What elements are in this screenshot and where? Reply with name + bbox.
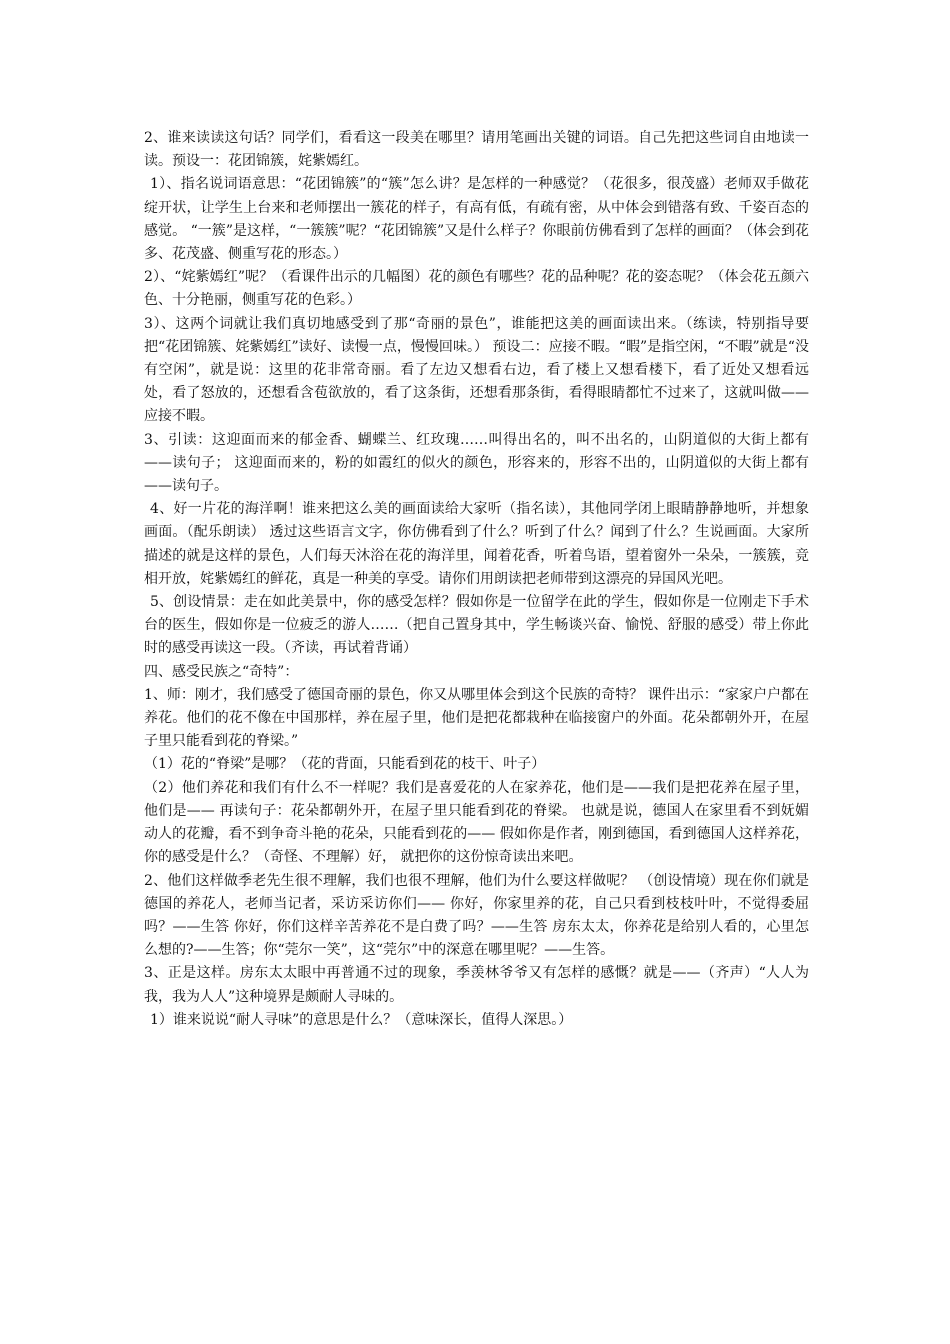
paragraph-flower-spine: （1）花的“脊梁”是哪？（花的背面，只能看到花的枝干、叶子） (144, 756, 546, 773)
document-body (144, 127, 809, 1032)
paragraph-3-guided-reading: 3、引读：这迎面而来的郁金香、蝴蝶兰、红玫瑰……叫得出名的，叫不出名的，山阴道似的大街上都有——读句子； 这迎面而来的，粉的如霞红的似火的颜色，形容来的，形容不出的，山阴道似的大街上都有——读句子。 (144, 431, 809, 495)
paragraph-5-create-scene: 5、创设情景：走在如此美景中，你的感受怎样？假如你是一位留学在此的学生，假如你是一位刚走下手术台的医生，假如你是一位疲乏的游人……（把自己置身其中，学生畅谈兴奋、愉悦、舒服的感受）带上你此时的感受再读这一段。（齐读，再试着背诵） (144, 594, 809, 657)
paragraph-word-meaning-huatuan: 1）、指名说词语意思：“花团锦簇”的“簇”怎么讲？是怎样的一种感觉？（花很多，很茂盛）老师双手做花绽开状，让学生上台来和老师摆出一簇花的样子，有高有低，有疏有密，从中体会到错落有致、千姿百态的感觉。 “一簇”是这样，“一簇簇”呢？“花团锦簇”又是什么样子？你眼前仿佛看到了怎样的画面？（体会到花多、花茂盛、侧重写花的形态。） (144, 176, 809, 263)
paragraph-4-sea-of-flowers: 4、好一片花的海洋啊！谁来把这么美的画面读给大家听（指名读），其他同学闭上眼睛静静地听，并想象画面。（配乐朗读） 透过这些语言文字，你仿佛看到了什么？听到了什么？闻到了什么？生说画面。大家所描述的就是这样的景色，人们每天沐浴在花的海洋里，闻着花香，听着鸟语，望着窗外一朵朵，一簇簇，竞相开放，姹紫嫣红的鲜花，真是一种美的享受。请你们用朗读把老师带到这漂亮的异国风光吧。 (144, 501, 809, 587)
paragraph-difference-in-growing: （2）他们养花和我们有什么不一样呢？我们是喜爱花的人在家养花，他们是——我们是把花养在屋子里，他们是—— 再读句子：花朵都朝外开，在屋子里只能看到花的脊梁。 也就是说，德国人在家里看不到妩媚动人的花瓣，看不到争奇斗艳的花朵，只能看到花的—— 假如你是作者，刚到德国，看到德国人这样养花，你的感受是什么？（奇怪、不理解）好， 就把你的这份惊奇读出来吧。 (144, 779, 809, 866)
paragraph-2-interview: 2、他们这样做季老先生很不理解，我们也很不理解，他们为什么要这样做呢？ （创设情境）现在你们就是德国的养花人，老师当记者，采访采访你们—— 你好，你家里养的花，自己只看到枝枝叶叶，不觉得委屈吗？——生答 你好，你们这样辛苦养花不是白费了吗？——生答 房东太太，你养花是给别人看的，心里怎么想的?——生答；你“莞尔一笑”，这“莞尔”中的深意在哪里呢？——生答。 (144, 872, 809, 959)
paragraph-word-meaning-chazi: 2）、“姹紫嫣红”呢？（看课件出示的几幅图）花的颜色有哪些？花的品种呢？花的姿态呢？（体会花五颜六色、十分艳丽，侧重写花的色彩。） (144, 269, 809, 309)
paragraph-1-teacher-quote: 1、师：刚才，我们感受了德国奇丽的景色，你又从哪里体会到这个民族的奇特？ 课件出示：“家家户户都在养花。他们的花不像在中国那样，养在屋子里，他们是把花都栽种在临接窗户的外面。花朵都朝外开，在屋子里只能看到花的脊梁。” (144, 686, 809, 750)
section-heading-four: 四、感受民族之“奇特”： (144, 663, 299, 680)
paragraph-2-read-sentence: 2、谁来读读这句话？同学们，看看这一段美在哪里？请用笔画出关键的词语。自己先把这些词自由地读一读。预设一：花团锦簇，姹紫嫣红。 (144, 130, 809, 170)
paragraph-3-realm: 3、正是这样。房东太太眼中再普通不过的现象，季羡林爷爷又有怎样的感慨？就是——（齐声）“人人为我，我为人人”这种境界是颇耐人寻味的。 (144, 965, 809, 1005)
paragraph-meaning-naiwei: 1）谁来说说“耐人寻味”的意思是什么？（意味深长，值得人深思。） (150, 1011, 573, 1028)
paragraph-read-beautiful-scene: 3）、这两个词就让我们真切地感受到了那“奇丽的景色”，谁能把这美的画面读出来。（练读，特别指导要把“花团锦簇、姹紫嫣红”读好、读慢一点，慢慢回味。） 预设二：应接不暇。“暇”是指空闲，“不暇”就是“没有空闲”，就是说：这里的花非常奇丽。看了左边又想看右边，看了楼上又想看楼下，看了近处又想看远处，看了怒放的，还想看含苞欲放的，看了这条街，还想看那条街，看得眼睛都忙不过来了，这就叫做——应接不暇。 (144, 315, 809, 425)
